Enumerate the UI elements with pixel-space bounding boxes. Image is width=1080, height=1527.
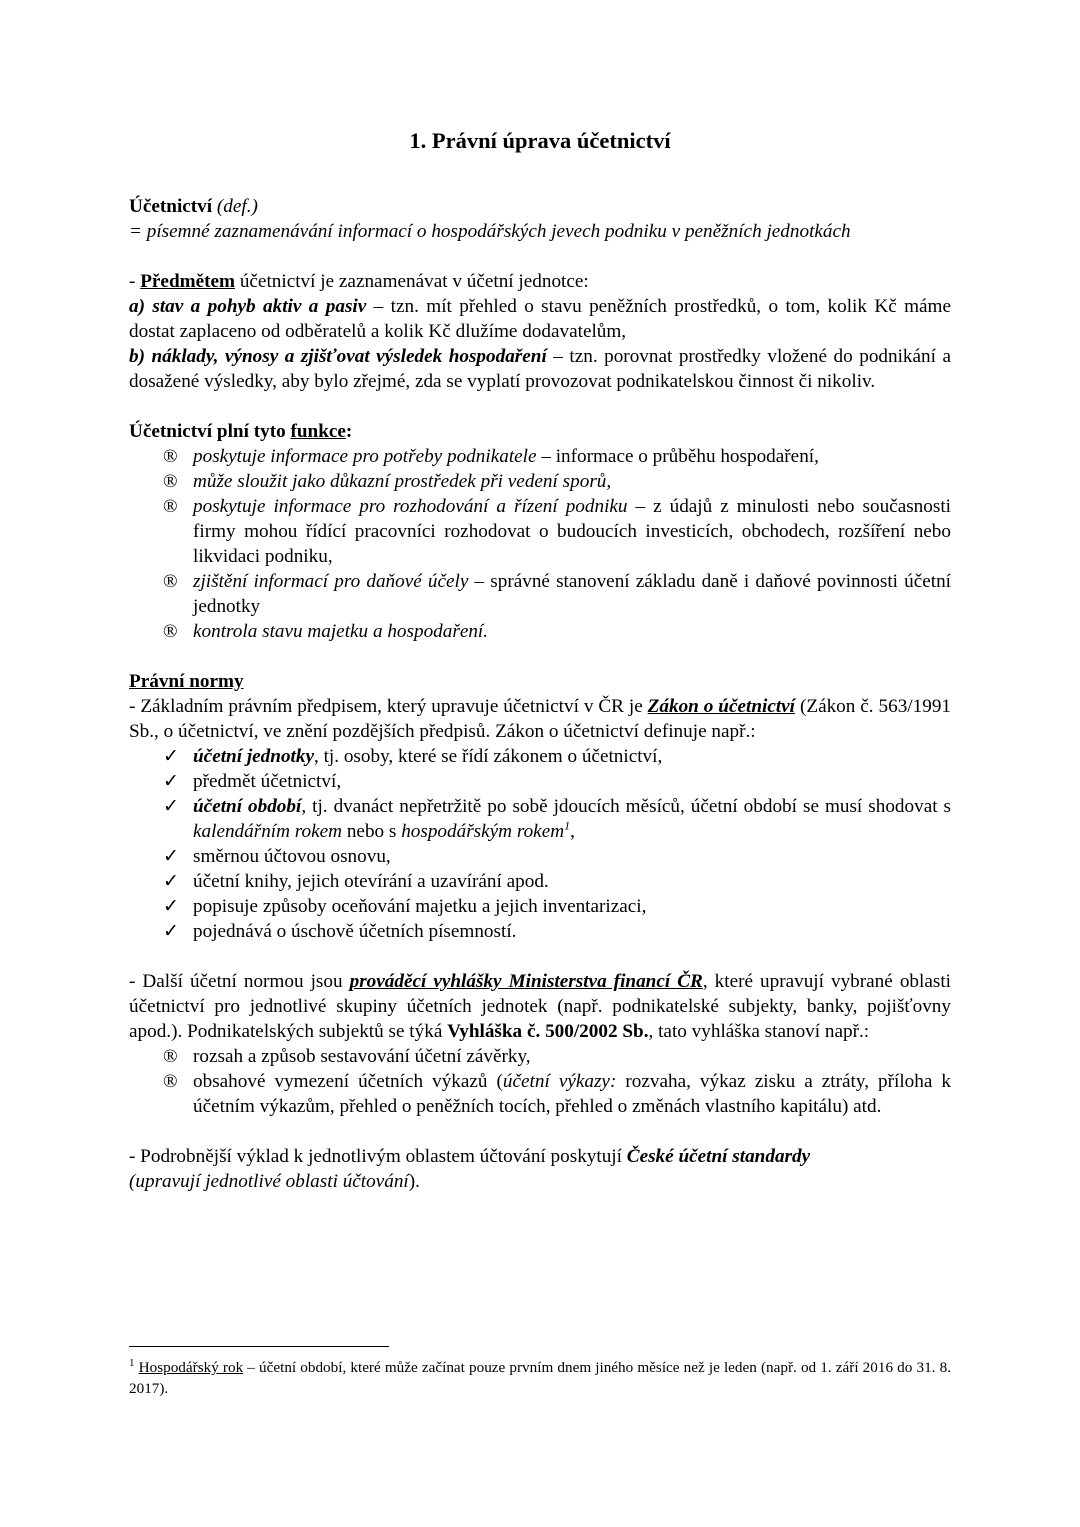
check-item-text: směrnou účtovou osnovu,: [193, 846, 391, 867]
decrees-term: prováděcí vyhlášky Ministerstva financí ČR: [349, 971, 703, 992]
registered-bullet-icon: ®: [163, 621, 178, 642]
function-item-italic: kontrola stavu majetku a hospodaření.: [193, 621, 489, 642]
definition-abbr: (def.): [216, 196, 258, 217]
footnote-term: Hospodářský rok: [138, 1359, 244, 1376]
check-item-text: předmět účetnictví,: [193, 771, 342, 792]
standards-paragraph: [129, 1144, 951, 1194]
function-item-italic: poskytuje informace pro potřeby podnikatele: [193, 446, 537, 467]
checkmark-icon: ✓: [163, 846, 180, 867]
standards-term: České účetní standardy: [626, 1146, 811, 1167]
function-item-italic: poskytuje informace pro rozhodování a řízení podniku: [193, 496, 628, 517]
function-item-text: – informace o průběhu hospodaření,: [536, 446, 819, 467]
registered-bullet-icon: ®: [163, 471, 178, 492]
footnote-divider: [129, 1346, 389, 1347]
subject-b-label: b) náklady, výnosy a zjišťovat výsledek hospodaření: [129, 346, 547, 367]
norms-intro: [129, 694, 951, 744]
list-item: [129, 769, 951, 794]
subject-item-a: [129, 294, 951, 344]
decrees-text-2: , které upravují vybrané oblasti účetnictví pro jednotlivé skupiny účetních jednotek (např. podnikatelské subjekty, banky, pojišťovny apod.). Podnikatelských subjektů se týká: [129, 971, 951, 1042]
decree-item-italic: účetní výkazy:: [502, 1071, 617, 1092]
standards-note-end: ).: [408, 1171, 420, 1192]
norms-heading: Právní normy: [129, 671, 244, 692]
decree-item-text-2: rozvaha, výkaz zisku a ztráty, příloha k účetním výkazům, přehled o peněžních tocích, přehled o změnách vlastního kapitálu) atd.: [193, 1071, 951, 1117]
subject-dash: -: [129, 271, 141, 292]
document-page: [129, 126, 951, 1194]
check-item-text: , tj. dvanáct nepřetržitě po sobě jdoucích měsíců, účetní období se musí shodovat s: [301, 796, 952, 817]
registered-bullet-icon: ®: [163, 571, 178, 592]
checkmark-icon: ✓: [163, 871, 180, 892]
subject-intro: [129, 269, 951, 294]
check-item-term: účetní jednotky: [193, 746, 314, 767]
functions-list: [129, 444, 951, 644]
functions-heading: [129, 419, 951, 444]
decree-item-text: rozsah a způsob sestavování účetní závěrky,: [193, 1046, 531, 1067]
registered-bullet-icon: ®: [163, 1071, 178, 1092]
check-item-term: účetní období: [193, 796, 302, 817]
norms-checklist: [129, 744, 951, 944]
definition-heading: [129, 194, 951, 219]
decrees-text: - Další účetní normou jsou: [129, 971, 350, 992]
subject-item-b: [129, 344, 951, 394]
footnote-ref: 1: [564, 818, 571, 833]
list-item: [129, 619, 951, 644]
checkmark-icon: ✓: [163, 746, 180, 767]
definition-term: Účetnictví: [129, 196, 213, 217]
check-item-text: popisuje způsoby oceňování majetku a jejich inventarizaci,: [193, 896, 647, 917]
list-item: [129, 444, 951, 469]
list-item: [129, 919, 951, 944]
standards-text: - Podrobnější výklad k jednotlivým oblastem účtování poskytují: [129, 1146, 627, 1167]
list-item: [129, 469, 951, 494]
check-item-text: nebo s: [342, 821, 402, 842]
checkmark-icon: ✓: [163, 771, 180, 792]
functions-heading-term: funkce: [290, 421, 346, 442]
registered-bullet-icon: ®: [163, 446, 178, 467]
definition-text: = písemné zaznamenávání informací o hospodářských jevech podniku v peněžních jednotkách: [129, 221, 851, 242]
subject-term: Předmětem: [140, 271, 236, 292]
decrees-paragraph: [129, 969, 951, 1044]
check-item-text: účetní knihy, jejich otevírání a uzavírání apod.: [193, 871, 549, 892]
list-item: [129, 894, 951, 919]
checkmark-icon: ✓: [163, 921, 180, 942]
norms-intro-text-2: (Zákon č. 563/1991 Sb., o účetnictví, ve znění pozdějších předpisů. Zákon o účetnictví definuje např.:: [129, 696, 952, 742]
list-item: [129, 494, 951, 569]
norms-intro-text: - Základním právním předpisem, který upravuje účetnictví v ČR je: [129, 696, 648, 717]
list-item: [129, 1044, 951, 1069]
norms-law-name: Zákon o účetnictví: [647, 696, 796, 717]
check-item-italic: kalendářním rokem: [193, 821, 343, 842]
registered-bullet-icon: ®: [163, 1046, 178, 1067]
function-item-text: – správné stanovení základu daně i daňové povinnosti účetní jednotky: [193, 571, 952, 617]
decrees-list: [129, 1044, 951, 1119]
check-item-text: pojednává o úschově účetních písemností.: [193, 921, 517, 942]
subject-b-text: – tzn. porovnat prostředky vložené do podnikání a dosažené výsledky, aby bylo zřejmé, zda se vyplatí provozovat podnikatelskou činnost či nikoliv.: [129, 346, 951, 392]
functions-heading-prefix: Účetnictví plní tyto: [129, 421, 291, 442]
functions-heading-suffix: :: [345, 421, 353, 442]
function-item-italic: může sloužit jako důkazní prostředek při vedení sporů,: [193, 471, 612, 492]
decrees-text-3: , tato vyhláška stanoví např.:: [648, 1021, 870, 1042]
subject-a-text: – tzn. mít přehled o stavu peněžních prostředků, o tom, kolik Kč máme dostat zaplaceno od odběratelů a kolik Kč dlužíme dodavatelům,: [129, 296, 951, 342]
list-item: [129, 794, 951, 844]
footnote-number: 1: [129, 1356, 135, 1369]
check-item-italic: hospodářským rokem: [401, 821, 565, 842]
checkmark-icon: ✓: [163, 796, 180, 817]
check-item-text: , tj. osoby, které se řídí zákonem o účetnictví,: [313, 746, 663, 767]
page-title: 1. Právní úprava účetnictví: [409, 128, 671, 153]
standards-note: (upravují jednotlivé oblasti účtování: [129, 1171, 409, 1192]
checkmark-icon: ✓: [163, 896, 180, 917]
list-item: [129, 744, 951, 769]
subject-a-label: a) stav a pohyb aktiv a pasiv: [129, 296, 367, 317]
registered-bullet-icon: ®: [163, 496, 178, 517]
function-item-italic: zjištění informací pro daňové účely: [193, 571, 469, 592]
function-item-text: – z údajů z minulosti nebo současnosti firmy mohou řídící pracovníci rozhodovat o budoucích investicích, obchodech, rozšíření nebo likvidaci podniku,: [193, 496, 951, 567]
check-item-text: ,: [570, 821, 575, 842]
footnote: [129, 1357, 951, 1399]
decree-number: Vyhláška č. 500/2002 Sb.: [447, 1021, 649, 1042]
subject-text: účetnictví je zaznamenávat v účetní jednotce:: [235, 271, 589, 292]
list-item: [129, 1069, 951, 1119]
footnote-text: – účetní období, které může začínat pouze prvním dnem jiného měsíce než je leden (např. od 1. září 2016 do 31. 8. 2017).: [129, 1359, 951, 1397]
list-item: [129, 844, 951, 869]
list-item: [129, 869, 951, 894]
list-item: [129, 569, 951, 619]
decree-item-text: obsahové vymezení účetních výkazů (: [193, 1071, 503, 1092]
